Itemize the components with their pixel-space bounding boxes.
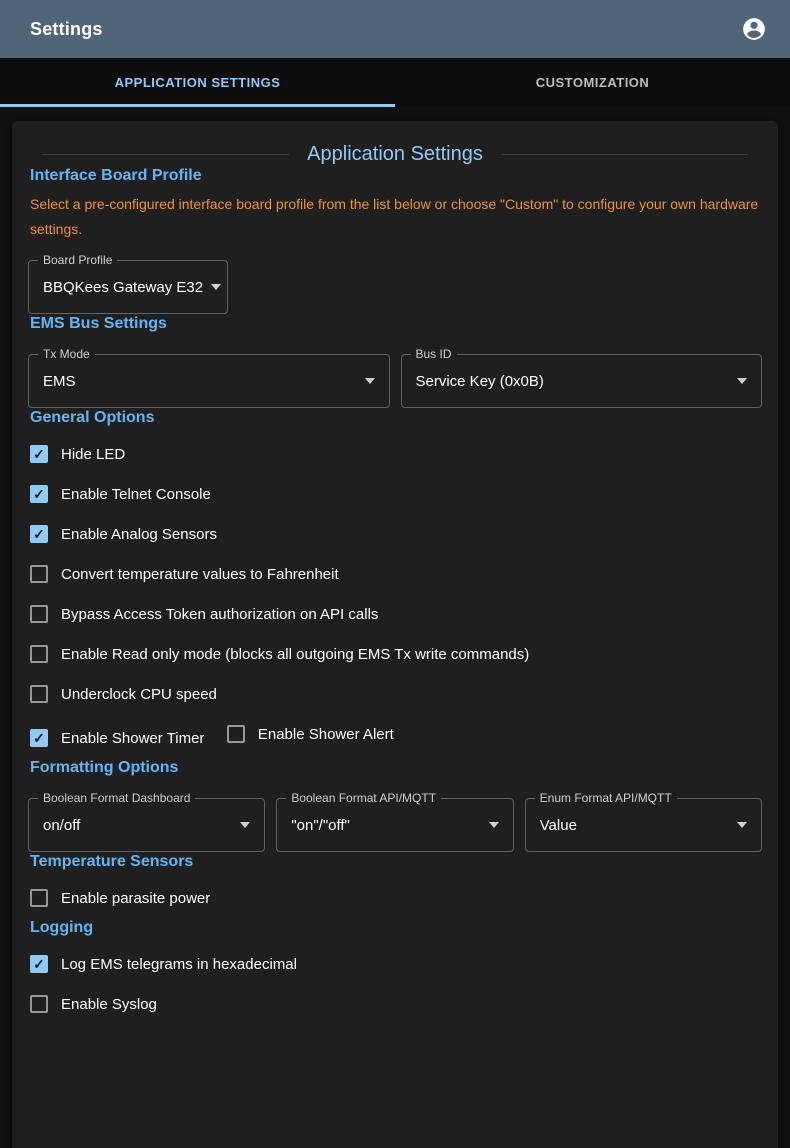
checkbox-row[interactable] xyxy=(28,674,762,714)
app-bar xyxy=(0,0,790,58)
checkbox[interactable] xyxy=(30,995,48,1013)
tab-application-settings[interactable] xyxy=(0,58,395,107)
dropdown-arrow-icon xyxy=(737,378,747,384)
settings-tab-bar xyxy=(0,58,790,107)
select-label: Boolean Format Dashboard xyxy=(38,791,195,805)
checkbox-label: Log EMS telegrams in hexadecimal xyxy=(61,955,297,973)
checkbox[interactable] xyxy=(30,525,48,543)
section-temperature-sensors: Temperature Sensors xyxy=(30,853,194,870)
checkbox-row[interactable] xyxy=(28,634,762,674)
section-logging: Logging xyxy=(30,919,94,936)
select-value: Value xyxy=(539,816,577,834)
checkbox-row[interactable] xyxy=(28,554,762,594)
select-label: Enum Format API/MQTT xyxy=(535,791,677,805)
checkbox-row[interactable] xyxy=(28,434,762,474)
board-profile-select[interactable] xyxy=(28,253,228,314)
checkbox-label: Enable parasite power xyxy=(61,889,211,907)
divider-line xyxy=(42,154,289,155)
select-value: on/off xyxy=(43,816,81,834)
bus-id-value: Service Key (0x0B) xyxy=(415,372,544,390)
checkbox-row[interactable] xyxy=(28,718,204,758)
dropdown-arrow-icon xyxy=(240,822,250,828)
general-options-checkbox-list xyxy=(28,434,762,714)
checkbox[interactable] xyxy=(30,889,48,907)
checkbox-label: Enable Syslog xyxy=(61,995,157,1013)
checkbox-label: Convert temperature values to Fahrenheit xyxy=(61,565,339,583)
checkbox-label: Underclock CPU speed xyxy=(61,685,217,703)
dropdown-arrow-icon xyxy=(365,378,375,384)
checkbox-row[interactable] xyxy=(225,714,394,754)
checkbox[interactable] xyxy=(30,955,48,973)
checkbox-row[interactable] xyxy=(28,878,762,918)
board-profile-label: Board Profile xyxy=(38,253,117,267)
checkbox-label: Enable Shower Alert xyxy=(257,725,394,743)
section-interface-board-profile: Interface Board Profile xyxy=(30,167,202,184)
tab-label: CUSTOMIZATION xyxy=(535,75,650,90)
checkbox-label: Enable Telnet Console xyxy=(61,485,211,503)
card-title: Application Settings xyxy=(307,143,483,165)
divider-line xyxy=(501,154,748,155)
checkbox-row[interactable] xyxy=(28,514,762,554)
checkbox-row[interactable] xyxy=(28,944,762,984)
formatting-selects-row xyxy=(28,791,762,852)
checkbox-label: Enable Analog Sensors xyxy=(61,525,217,543)
section-formatting-options: Formatting Options xyxy=(30,759,179,776)
checkbox[interactable] xyxy=(30,565,48,583)
checkbox[interactable] xyxy=(30,729,48,747)
temperature-checkbox-list xyxy=(28,878,762,918)
checkbox-row[interactable] xyxy=(28,984,762,1024)
shower-options-row xyxy=(28,714,762,758)
select-label: Boolean Format API/MQTT xyxy=(286,791,441,805)
dropdown-arrow-icon xyxy=(489,822,499,828)
interface-board-description: Select a pre-configured interface board profile from the list below or choose "Custom" to configure your own hardware settings. xyxy=(30,196,759,237)
section-ems-bus-settings: EMS Bus Settings xyxy=(30,315,167,332)
select-value: "on"/"off" xyxy=(291,816,350,834)
checkbox[interactable] xyxy=(30,605,48,623)
application-settings-card xyxy=(12,121,778,1148)
section-general-options: General Options xyxy=(30,409,155,426)
checkbox[interactable] xyxy=(227,725,245,743)
checkbox[interactable] xyxy=(30,645,48,663)
card-title-divider xyxy=(42,143,748,166)
tx-mode-label: Tx Mode xyxy=(38,347,95,361)
checkbox[interactable] xyxy=(30,445,48,463)
tx-mode-value: EMS xyxy=(43,372,76,390)
checkbox-label: Hide LED xyxy=(61,445,126,463)
checkbox-row[interactable] xyxy=(28,474,762,514)
formatting-select[interactable] xyxy=(525,791,762,852)
checkbox[interactable] xyxy=(30,485,48,503)
board-profile-value: BBQKees Gateway E32 xyxy=(43,278,204,296)
checkbox-row[interactable] xyxy=(28,594,762,634)
checkbox-label: Bypass Access Token authorization on API calls xyxy=(61,605,379,623)
checkbox-label: Enable Read only mode (blocks all outgoing EMS Tx write commands) xyxy=(61,645,530,663)
tab-label: APPLICATION SETTINGS xyxy=(114,75,281,90)
bus-id-select[interactable] xyxy=(401,347,763,408)
checkbox[interactable] xyxy=(30,685,48,703)
formatting-select[interactable] xyxy=(276,791,513,852)
logging-checkbox-list xyxy=(28,944,762,1024)
checkbox-label: Enable Shower Timer xyxy=(61,729,205,747)
dropdown-arrow-icon xyxy=(211,284,221,290)
page-header-title: Settings xyxy=(30,18,103,39)
tx-mode-select[interactable] xyxy=(28,347,390,408)
account-circle-icon[interactable] xyxy=(740,15,768,43)
formatting-select[interactable] xyxy=(28,791,265,852)
tab-customization[interactable] xyxy=(395,58,790,107)
bus-id-label: Bus ID xyxy=(411,347,457,361)
dropdown-arrow-icon xyxy=(737,822,747,828)
